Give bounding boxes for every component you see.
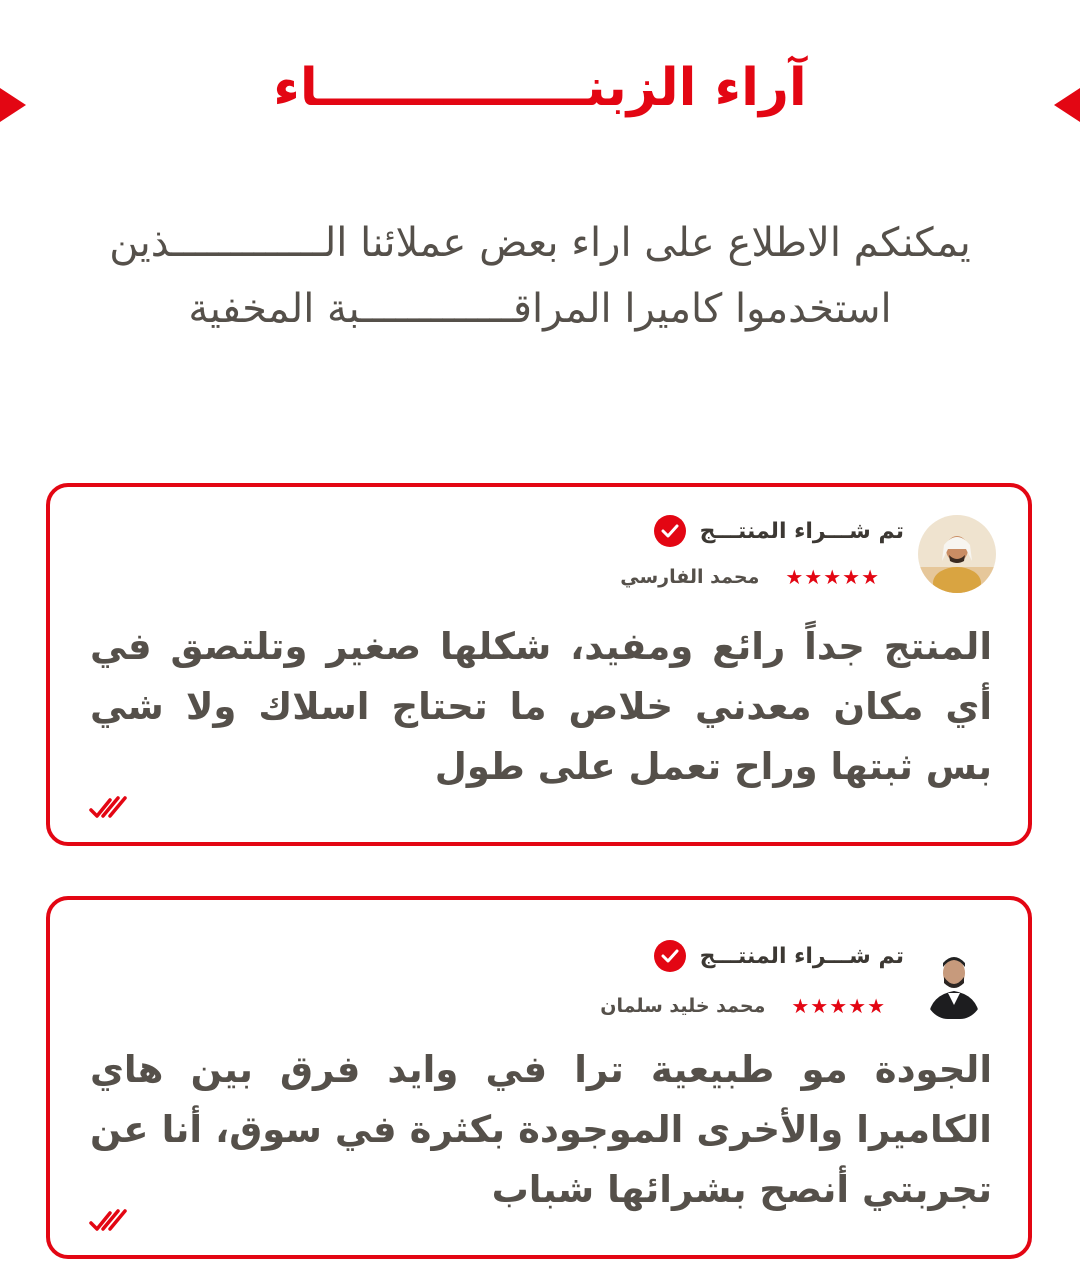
purchase-label: تم شـــراء المنتـــج — [699, 518, 904, 544]
reviewer-info — [620, 565, 880, 589]
purchase-label: تم شـــراء المنتـــج — [699, 943, 904, 969]
double-check-icon — [88, 796, 128, 820]
reviewer-info — [600, 994, 886, 1018]
intro-text: يمكنكم الاطلاع على اراء بعض عملائنا الـــــــــــــذين استخدموا كاميرا المراقـــــــــــــبة المخفية — [109, 220, 971, 332]
verified-check-icon — [654, 940, 686, 972]
verified-purchase — [654, 515, 904, 547]
verified-check-icon — [654, 515, 686, 547]
review-text: المنتج جداً رائع ومفيد، شكلها صغير وتلتصق في أي مكان معدني خلاص ما تحتاج اسلاك ولا شي بس ثبتها وراح تعمل على طول — [90, 625, 992, 788]
review-card — [46, 896, 1032, 1259]
star-rating: ★★★★★ — [785, 565, 880, 589]
review-text: الجودة مو طبيعية ترا في وايد فرق بين هاي الكاميرا والأخرى الموجودة بكثرة في سوق، أنا عن تجربتي أنصح بشرائها شباب — [90, 1048, 992, 1211]
reviewer-name: محمد الفارسي — [620, 566, 760, 588]
verified-purchase — [654, 940, 904, 972]
star-rating: ★★★★★ — [791, 994, 886, 1018]
page-title: آراء الزبنـــــــــــــــاء — [273, 58, 807, 118]
reviewer-avatar — [924, 945, 984, 1019]
double-check-icon — [88, 1209, 128, 1233]
reviewer-name: محمد خليد سلمان — [600, 995, 766, 1017]
review-card — [46, 483, 1032, 846]
reviewer-avatar — [918, 515, 996, 593]
